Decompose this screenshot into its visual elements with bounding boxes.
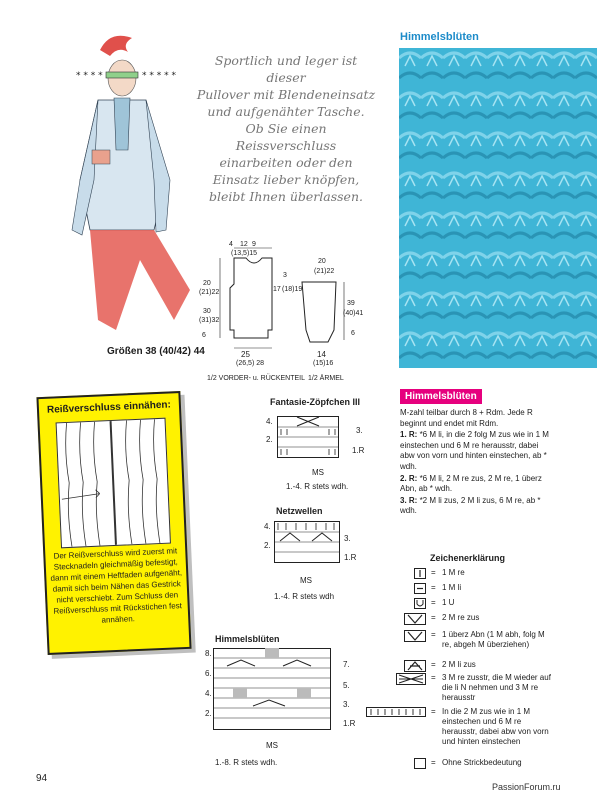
sleeve-right-b-sizes: (40)41 xyxy=(343,310,364,317)
legend-desc-empty: Ohne Strickbedeutung xyxy=(442,758,522,767)
fantasie-row-right-1: 3. xyxy=(356,426,363,435)
fantasie-ms: MS xyxy=(312,468,324,477)
front-left-lower-sizes: (31)32 xyxy=(199,317,220,324)
bloom-symbol-icon xyxy=(366,707,426,717)
sleeve-top: 20 xyxy=(318,258,326,265)
legend-desc-purl: 1 M li xyxy=(442,583,462,592)
r3-text: *2 M li zus, 2 M li zus, 6 M re, ab * wdh. xyxy=(400,495,541,516)
sleeve-rib: 6 xyxy=(351,330,355,337)
legend-item-bloom: = In die 2 M zus wie in 1 M einstechen und 6 M re herausstr, dabei abw von vorn und hinten einstechen xyxy=(366,707,554,757)
source-watermark: PassionForum.ru xyxy=(492,782,561,792)
k2tog-symbol-icon xyxy=(396,613,426,625)
legend-item-skp: = 1 überz Abn (1 M abh, folg M re, abgeh M überziehen) xyxy=(396,630,554,666)
fantasie-row-left-1: 4. xyxy=(266,417,273,426)
skp-symbol-icon xyxy=(396,630,426,642)
zipper-box xyxy=(36,391,191,655)
front-top-c: 9 xyxy=(252,241,256,248)
r1-text: *6 M li, in die 2 folg M zus wie in 1 M einstechen und 6 M re herausstr, dabei abw von vorn und hinten einstechen, ab * wdh. xyxy=(400,430,549,471)
legend-desc-knit: 1 M re xyxy=(442,568,465,577)
fantasie-note: 1.-4. R stets wdh. xyxy=(286,482,349,491)
himmel-row-right-2: 5. xyxy=(343,681,350,690)
sleeve-width: 14 xyxy=(317,350,326,359)
netz-note: 1.-4. R stets wdh xyxy=(274,592,335,601)
sleeve-caption: 1/2 ÄRMEL xyxy=(308,375,344,382)
chart-fantasie-title: Fantasie-Zöpfchen III xyxy=(270,397,361,407)
svg-text:* * * *: * * * * xyxy=(76,71,103,81)
sizes-label: Größen 38 (40/42) 44 xyxy=(107,346,205,357)
zipper-box-title: Reißverschluss einnähen: xyxy=(46,399,172,416)
zipper-photo xyxy=(56,418,171,549)
front-left-upper: 20 xyxy=(203,280,211,287)
netz-row-left-2: 2. xyxy=(264,541,271,550)
empty-symbol-icon xyxy=(396,758,426,769)
fantasie-row-right-2: 1.R xyxy=(352,446,365,455)
sleeve-top-sizes: (21)22 xyxy=(314,268,335,275)
himmel-row-left-4: 2. xyxy=(205,709,212,718)
legend-desc-skp: 1 überz Abn (1 M abh, folg M re, abgeh M überziehen) xyxy=(442,630,545,649)
svg-text:* * * * *: * * * * * xyxy=(142,71,176,81)
knit-symbol-icon xyxy=(396,568,426,579)
front-top-sizes: (13,5)15 xyxy=(231,250,258,257)
fashion-illustration xyxy=(70,30,200,340)
netz-ms: MS xyxy=(300,576,312,585)
legend-item-yarnover: = 1 U xyxy=(396,598,554,610)
zipper-box-text: Der Reißverschluss wird zuerst mit Stecknadeln gleichmäßig befestigt, dann mit einem Heftfaden aufgenäht, damit sich beim Nähen das Gestrick nicht verschiebt. Zum Schluss den Reißverschluss mit Rückstichen fest annähen. xyxy=(50,546,183,625)
legend-title: Zeichenerklärung xyxy=(430,553,506,563)
front-left-upper-sizes: (21)22 xyxy=(199,289,220,296)
legend-item-cross: = 3 M re zusstr, die M wieder auf die li N nehmen und 3 M re herausstr xyxy=(396,673,554,705)
himmel-row-right-3: 3. xyxy=(343,700,350,709)
sleeve-right-a: 17 xyxy=(273,286,281,293)
sleeve-neck-drop: 3 xyxy=(283,272,287,279)
yarnover-symbol-icon xyxy=(396,598,426,609)
r1-label: 1. R: xyxy=(400,430,418,440)
chart-himmel-grid xyxy=(213,648,331,730)
chart-fantasie-grid xyxy=(277,416,339,458)
legend-desc-p2tog: 2 M li zus xyxy=(442,660,476,669)
r3-label: 3. R: xyxy=(400,495,418,505)
chart-netz-grid xyxy=(274,521,340,563)
intro-text: Sportlich und leger ist dieser Pullover mit Blendeneinsatz und aufgenähter Tasche. Ob Sie einen Reissverschluss einarbeiten oder den Einsatz lieber knöpfen, bleibt Ihnen überlassen. xyxy=(196,53,376,204)
sleeve-right-b: 39 xyxy=(347,300,355,307)
legend-desc-k2tog: 2 M re zus xyxy=(442,613,480,622)
chart-himmel-title: Himmelsblüten xyxy=(215,634,280,644)
himmel-note: 1.-8. R stets wdh. xyxy=(215,758,278,767)
himmel-row-right-1: 7. xyxy=(343,660,350,669)
legend-item-k2tog: = 2 M re zus xyxy=(396,613,554,627)
cross-symbol-icon xyxy=(396,673,426,685)
p2tog-symbol-icon xyxy=(396,660,426,672)
instructions-badge: Himmelsblüten xyxy=(400,389,482,404)
legend-desc-yarnover: 1 U xyxy=(442,598,455,607)
himmel-ms: MS xyxy=(266,741,278,750)
legend-item-p2tog: = 2 M li zus xyxy=(396,660,554,672)
front-left-lower: 30 xyxy=(203,308,211,315)
front-top-a: 4 xyxy=(229,241,233,248)
instructions-text xyxy=(400,408,552,518)
r2-text: *6 M li, 2 M re zus, 2 M re, 1 überz Abn, ab * wdh. xyxy=(400,473,542,494)
himmel-row-left-3: 4. xyxy=(205,689,212,698)
front-width-sizes: (26,5) 28 xyxy=(236,360,265,367)
front-caption: 1/2 VORDER- u. RÜCKENTEIL xyxy=(207,375,306,382)
legend-item-knit: = 1 M re xyxy=(396,568,554,580)
front-width: 25 xyxy=(241,350,250,359)
purl-symbol-icon xyxy=(396,583,426,594)
stitch-photo xyxy=(399,48,597,368)
netz-row-right-1: 3. xyxy=(344,534,351,543)
legend-desc-bloom: In die 2 M zus wie in 1 M einstechen und 6 M re herausstr, dabei abw von vorn und hinten einstechen xyxy=(442,707,549,746)
front-rib: 6 xyxy=(202,332,206,339)
sleeve-width-sizes: (15)16 xyxy=(313,360,334,367)
himmel-row-left-1: 8. xyxy=(205,649,212,658)
r2-label: 2. R: xyxy=(400,473,418,483)
legend-item-purl: = 1 M li xyxy=(396,583,554,595)
legend-desc-cross: 3 M re zusstr, die M wieder auf die li N nehmen und 3 M re herausstr xyxy=(442,673,551,702)
photo-title: Himmelsblüten xyxy=(400,31,479,43)
himmel-row-right-4: 1.R xyxy=(343,719,356,728)
legend-item-empty: = Ohne Strickbedeutung xyxy=(396,758,554,770)
fantasie-row-left-2: 2. xyxy=(266,435,273,444)
instructions-intro: M-zahl teilbar durch 8 + Rdm. Jede R beginnt und endet mit Rdm. xyxy=(400,408,533,428)
sleeve-right-a-sizes: (18)19 xyxy=(282,286,303,293)
front-top-b: 12 xyxy=(240,241,248,248)
netz-row-right-2: 1.R xyxy=(344,553,357,562)
chart-netz-title: Netzwellen xyxy=(276,506,323,516)
himmel-row-left-2: 6. xyxy=(205,669,212,678)
page-number: 94 xyxy=(36,773,48,784)
netz-row-left-1: 4. xyxy=(264,522,271,531)
